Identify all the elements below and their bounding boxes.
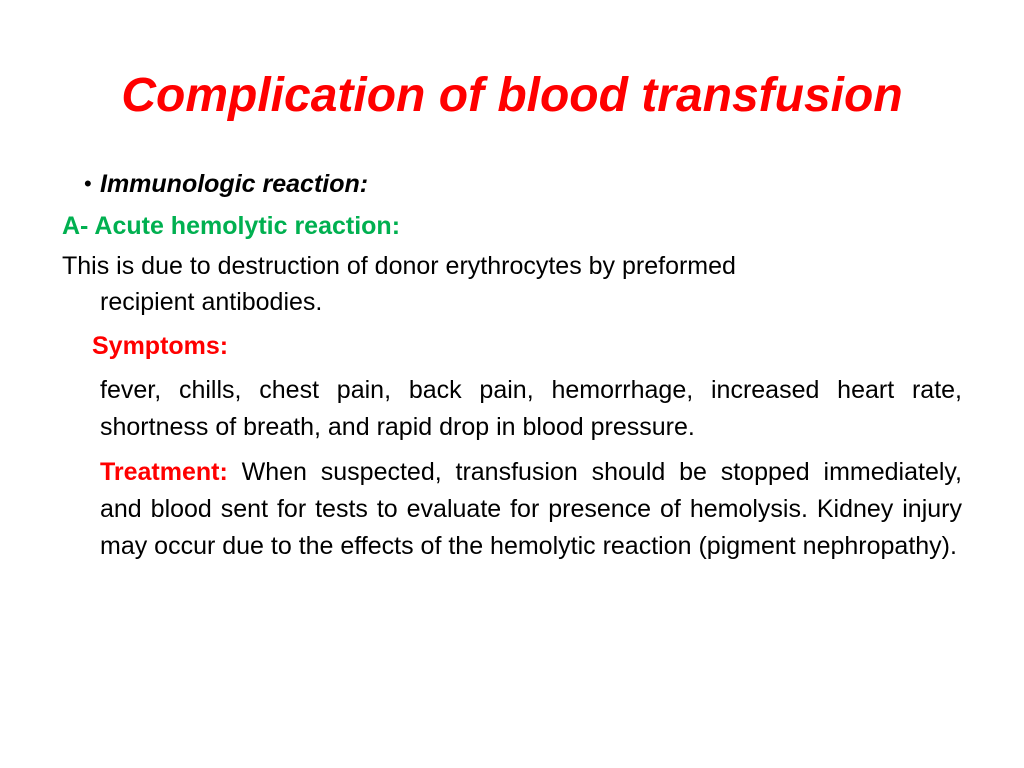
symptoms-label: Symptoms: xyxy=(92,332,229,360)
bullet-text: Immunologic reaction: xyxy=(100,170,369,198)
slide-body xyxy=(62,166,962,565)
slide-title: Complication of blood transfusion xyxy=(121,69,903,122)
symptoms-text: fever, chills, chest pain, back pain, hemorrhage, increased heart rate, shortness of breath, and rapid drop in blood pressure. xyxy=(100,376,962,441)
description-line-2: recipient antibodies. xyxy=(100,288,323,316)
description-line-1: This is due to destruction of donor erythrocytes by preformed xyxy=(62,252,736,280)
treatment-label: Treatment: xyxy=(100,458,228,486)
bullet-dot-icon: • xyxy=(84,171,92,196)
subheading: A- Acute hemolytic reaction: xyxy=(62,212,401,240)
bullet-item xyxy=(62,166,962,202)
treatment-paragraph xyxy=(100,454,962,565)
treatment-text: When suspected, transfusion should be stopped immediately, and blood sent for tests to evaluate for presence of hemolysis. Kidney injury may occur due to the effects of the hemolytic reaction (pigment nephropathy). xyxy=(100,458,962,560)
description xyxy=(62,248,962,320)
